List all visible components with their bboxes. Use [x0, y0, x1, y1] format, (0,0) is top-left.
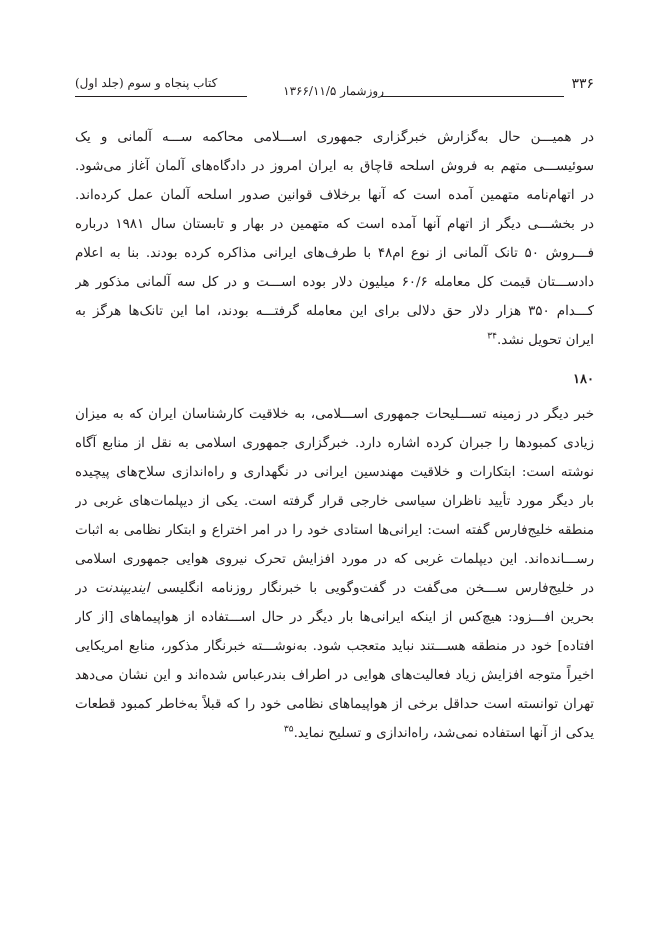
- text-line: بار دیگر مورد تأیید ناظران سیاسی خارجی قرار گرفته است. یکی از دیپلمات‌های غربی در: [75, 494, 594, 509]
- text-line-tail: در: [75, 581, 96, 596]
- header-rule-right: [381, 96, 564, 97]
- text-line-last: [75, 326, 594, 355]
- text-line: در همیـــن حال به‌گزارش خبرگزاری جمهوری اســـلامی محاکمه ســـه آلمانی و یک: [75, 130, 594, 145]
- newspaper-name: ایندیپندنت: [95, 581, 150, 596]
- text-line-content: ایران تحویل نشد.: [496, 333, 594, 348]
- running-header: [75, 76, 594, 102]
- text-line: [75, 574, 594, 603]
- text-line: رســـانده‌اند. این دیپلمات غربی که در مورد افزایش تحرک نیروی هوایی جمهوری اسلامی: [75, 552, 594, 567]
- page-number: ۳۳۶: [571, 76, 594, 92]
- text-line-content: یدکی از آنها استفاده نمی‌شد، راه‌اندازی و تسلیح نماید.: [293, 726, 594, 741]
- footnote-ref: ۳۴: [487, 331, 497, 342]
- header-rule-left: [75, 96, 247, 97]
- text-line: اخیراً متوجه افزایش زیاد فعالیت‌های هوایی در اطراف بندرعباس شده‌اند و این نشان می‌دهد: [75, 668, 594, 683]
- text-line: در بخشـــی دیگر از اتهام آنها آمده است که متهمین در بهار و تابستان سال ۱۹۸۱ درباره: [75, 217, 594, 232]
- text-line: خبر دیگر در زمینه تســـلیحات جمهوری اســـلامی، به خلاقیت کارشناسان ایران که به میزان: [75, 407, 594, 422]
- header-book-title: کتاب پنجاه و سوم (جلد اول): [75, 76, 218, 90]
- text-line: سوئیســـی متهم به فروش اسلحه قاچاق به ایران امروز در دادگاه‌های آلمان آغاز می‌شود.: [75, 159, 594, 174]
- section-number: ۱۸۰: [573, 372, 594, 387]
- paragraph-2: [75, 400, 594, 748]
- text-line: تهران توانسته است حداقل برخی از هواپیماهای نظامی خود را که قبلاً به‌خاطر کمبود قطعات: [75, 697, 594, 712]
- text-line: دادســـتان قیمت کل معامله ۶۰/۶ میلیون دلار بوده اســـت و در کل سه آلمانی مذکور هر: [75, 275, 594, 290]
- footnote-ref: ۳۵: [283, 724, 294, 735]
- text-line: بحرین افـــزود: هیچ‌کس از اینکه ایرانی‌ها بار دیگر در حال اســـتفاده از هواپیماهای [از کار: [75, 610, 594, 625]
- header-date: روزشمار ۱۳۶۶/۱۱/۵: [283, 84, 384, 98]
- text-line: فـــروش ۵۰ تانک آلمانی از نوع ام۴۸ با طرف‌های ایرانی مذاکره کرده بودند. بنا به اعلام: [75, 246, 594, 261]
- text-line: کـــدام ۳۵۰ هزار دلار حق دلالی برای این معامله گرفتـــه بودند، اما این تانک‌ها هرگز به: [75, 304, 594, 319]
- text-line-content: در خلیج‌فارس ســـخن می‌گفت در گفت‌وگویی با خبرنگار روزنامه انگلیسی: [149, 581, 594, 596]
- text-line: زیادی کمبودها را جبران کرده اشاره دارد. خبرگزاری جمهوری اسلامی به نقل از منابع آگاه: [75, 436, 594, 451]
- text-line: در اتهام‌نامه متهمین آمده است که آنها برخلاف قوانین صدور اسلحه آلمان عمل کرده‌اند.: [75, 188, 594, 203]
- text-line: افتاده] خود در منطقه هســـتند نباید متعجب شود. به‌نوشـــته خبرنگار مذکور، منابع امریکایی: [75, 639, 594, 654]
- text-line: نوشته است: ابتکارات و خلاقیت مهندسین ایرانی در نگهداری و راه‌اندازی سلاح‌های پیچیده: [75, 465, 594, 480]
- text-line: منطقه خلیج‌فارس گفته است: ایرانی‌ها استادی خود را در امر اختراع و ابتکار نظامی به اثبات: [75, 523, 594, 538]
- paragraph-1: [75, 123, 594, 355]
- text-line-last: [75, 719, 594, 748]
